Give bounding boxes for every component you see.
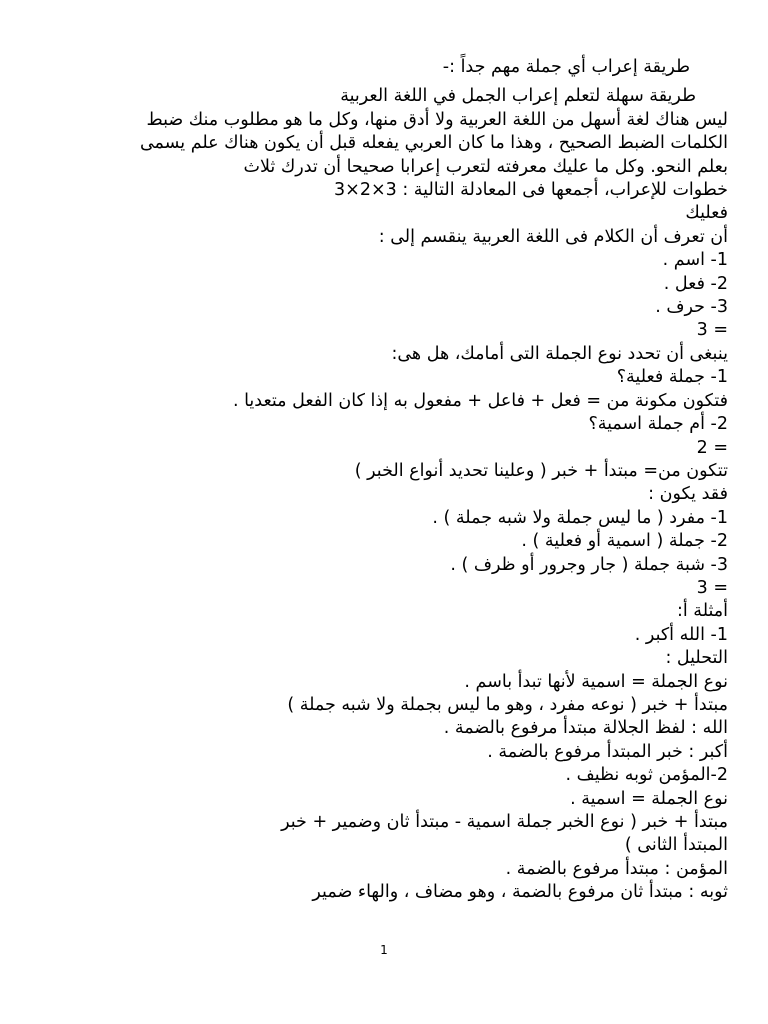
- text-line: التحليل :: [665, 648, 728, 669]
- equation-line: = 2: [696, 437, 728, 458]
- text-line: مبتدأ + خبر ( نوع الخبر جملة اسمية - مبتدأ ثان وضمير + خبر: [281, 812, 728, 832]
- section-heading: أمثلة أ:: [676, 601, 728, 622]
- page-number: 1: [380, 943, 388, 957]
- example-item: 1- الله أكبر .: [634, 624, 728, 645]
- equation-line: = 3: [696, 320, 728, 341]
- text-line: فعليك: [685, 203, 728, 224]
- text-line: فتكون مكونة من = فعل + فاعل + مفعول به إذا كان الفعل متعديا .: [232, 390, 728, 411]
- text-line: المؤمن : مبتدأ مرفوع بالضمة .: [505, 858, 728, 879]
- equation-line: = 3: [696, 577, 728, 598]
- text-line: الله : لفظ الجلالة مبتدأ مرفوع بالضمة .: [443, 718, 728, 739]
- text-line: الكلمات الضبط الصحيح ، وهذا ما كان العربي يفعله قبل أن يكون هناك علم يسمى: [139, 133, 728, 154]
- list-item: 2- جملة ( اسمية أو فعلية ) .: [521, 531, 728, 552]
- list-item: 3- حرف .: [655, 297, 728, 318]
- list-item: 1- مفرد ( ما ليس جملة ولا شبه جملة ) .: [432, 507, 728, 528]
- text-line: ثوبه : مبتدأ ثان مرفوع بالضمة ، وهو مضاف ، والهاء ضمير: [312, 882, 728, 903]
- text-line: مبتدأ + خبر ( نوعه مفرد ، وهو ما ليس بجملة ولا شبه جملة ): [287, 694, 728, 715]
- list-item: 3- شبة جملة ( جار وجرور أو ظرف ) .: [450, 554, 728, 575]
- text-line: تتكون من= مبتدأ + خبر ( وعلينا تحديد أنواع الخبر ): [354, 460, 728, 481]
- text-line: ينبغى أن تحدد نوع الجملة التى أمامك، هل هى:: [391, 343, 728, 364]
- list-item: 1- اسم .: [662, 250, 728, 271]
- text-line: المبتدأ الثانى ): [624, 835, 728, 856]
- text-line: أن تعرف أن الكلام فى اللغة العربية ينقسم إلى :: [378, 226, 728, 247]
- document-subtitle: طريقة سهلة لتعلم إعراب الجمل في اللغة العربية: [340, 86, 696, 107]
- document-title: طريقة إعراب أي جملة مهم جداً :-: [442, 57, 690, 77]
- text-line: نوع الجملة = اسمية .: [570, 788, 728, 809]
- text-line: خطوات للإعراب، أجمعها فى المعادلة التالية : 3×2×3: [334, 180, 728, 201]
- text-line: نوع الجملة = اسمية لأنها تبدأ باسم .: [464, 671, 728, 692]
- list-item: 1- جملة فعلية؟: [616, 367, 728, 388]
- document-body: [38, 56, 728, 905]
- text-line: ليس هناك لغة أسهل من اللغة العربية ولا أدق منها، وكل ما هو مطلوب منك ضبط: [146, 109, 728, 130]
- list-item: 2- فعل .: [663, 273, 728, 294]
- list-item: 2- أم جملة اسمية؟: [588, 414, 728, 435]
- text-line: أكبر : خبر المبتدأ مرفوع بالضمة .: [487, 741, 728, 762]
- text-line: فقد يكون :: [648, 484, 728, 505]
- text-line: بعلم النحو. وكل ما عليك معرفته لتعرب إعرابا صحيحا أن تدرك ثلاث: [243, 156, 728, 177]
- example-item: 2-المؤمن ثوبه نظيف .: [565, 765, 728, 786]
